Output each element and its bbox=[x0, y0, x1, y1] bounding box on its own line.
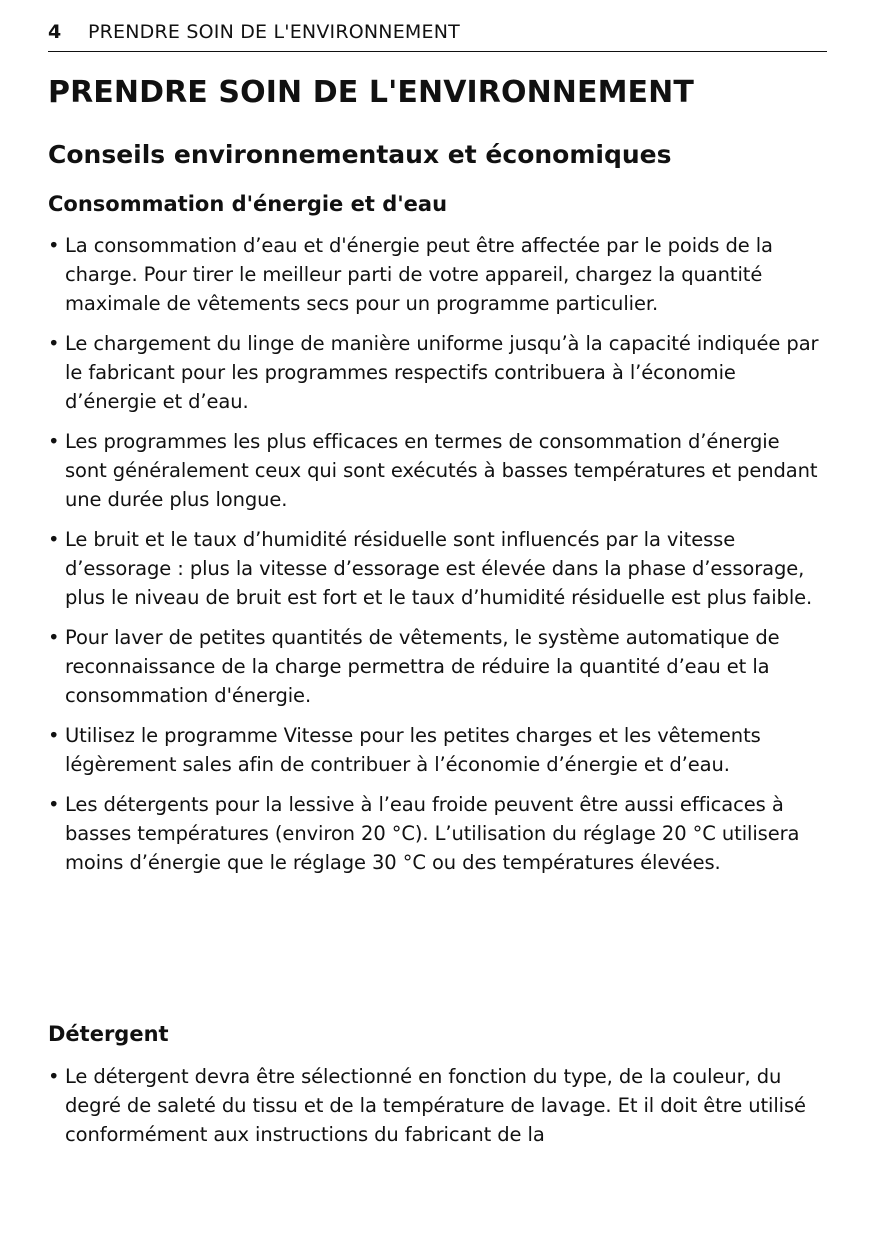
list-item bbox=[48, 427, 827, 514]
bullet-icon: • bbox=[48, 626, 60, 649]
bullet-icon: • bbox=[48, 1065, 60, 1088]
list-item-text: Le chargement du linge de manière uniforme jusqu’à la capacité indiquée par le fabricant pour les programmes respectifs contribuera à l’économie d’énergie et d’eau. bbox=[65, 332, 819, 413]
bullet-icon: • bbox=[48, 234, 60, 257]
list-item bbox=[48, 525, 827, 612]
list-item bbox=[48, 1062, 827, 1149]
list-item bbox=[48, 231, 827, 318]
bullet-icon: • bbox=[48, 332, 60, 355]
page-title: PRENDRE SOIN DE L'ENVIRONNEMENT bbox=[48, 75, 694, 110]
subsection-title-energy: Consommation d'énergie et d'eau bbox=[48, 192, 448, 216]
page-number: 4 bbox=[48, 21, 62, 43]
list-item-text: Les programmes les plus efficaces en termes de consommation d’énergie sont généralement ceux qui sont exécutés à basses températures et pendant une durée plus longue. bbox=[65, 430, 818, 511]
bullet-icon: • bbox=[48, 430, 60, 453]
list-item-text: Le détergent devra être sélectionné en fonction du type, de la couleur, du degré de saleté du tissu et de la température de lavage. Et il doit être utilisé conformément aux instructions du fabricant de la bbox=[65, 1065, 806, 1146]
list-item-text: La consommation d’eau et d'énergie peut être affectée par le poids de la charge. Pour tirer le meilleur parti de votre appareil, chargez la quantité maximale de vêtements secs pour un programme particulier. bbox=[65, 234, 773, 315]
list-item bbox=[48, 721, 827, 779]
list-item-text: Le bruit et le taux d’humidité résiduelle sont influencés par la vitesse d’essorage : plus la vitesse d’essorage est élevée dans la phase d’essorage, plus le niveau de bruit est fort et le taux d’humidité résiduelle est plus faible. bbox=[65, 528, 813, 609]
list-item bbox=[48, 623, 827, 710]
section-title: Conseils environnementaux et économiques bbox=[48, 140, 672, 169]
list-item-text: Utilisez le programme Vitesse pour les petites charges et les vêtements légèrement sales afin de contribuer à l’économie d’énergie et d’eau. bbox=[65, 724, 761, 776]
detergent-bullet-list bbox=[48, 1062, 827, 1160]
list-item bbox=[48, 790, 827, 877]
list-item-text: Pour laver de petites quantités de vêtements, le système automatique de reconnaissance de la charge permettra de réduire la quantité d’eau et la consommation d'énergie. bbox=[65, 626, 780, 707]
running-header bbox=[48, 18, 827, 52]
subsection-title-detergent: Détergent bbox=[48, 1022, 169, 1046]
list-item-text: Les détergents pour la lessive à l’eau froide peuvent être aussi efficaces à basses températures (environ 20 °C). L’utilisation du réglage 20 °C utilisera moins d’énergie que le réglage 30 °C ou des températures élevées. bbox=[65, 793, 800, 874]
energy-bullet-list bbox=[48, 231, 827, 888]
running-header-title: PRENDRE SOIN DE L'ENVIRONNEMENT bbox=[88, 21, 460, 43]
bullet-icon: • bbox=[48, 793, 60, 816]
list-item bbox=[48, 329, 827, 416]
bullet-icon: • bbox=[48, 528, 60, 551]
bullet-icon: • bbox=[48, 724, 60, 747]
